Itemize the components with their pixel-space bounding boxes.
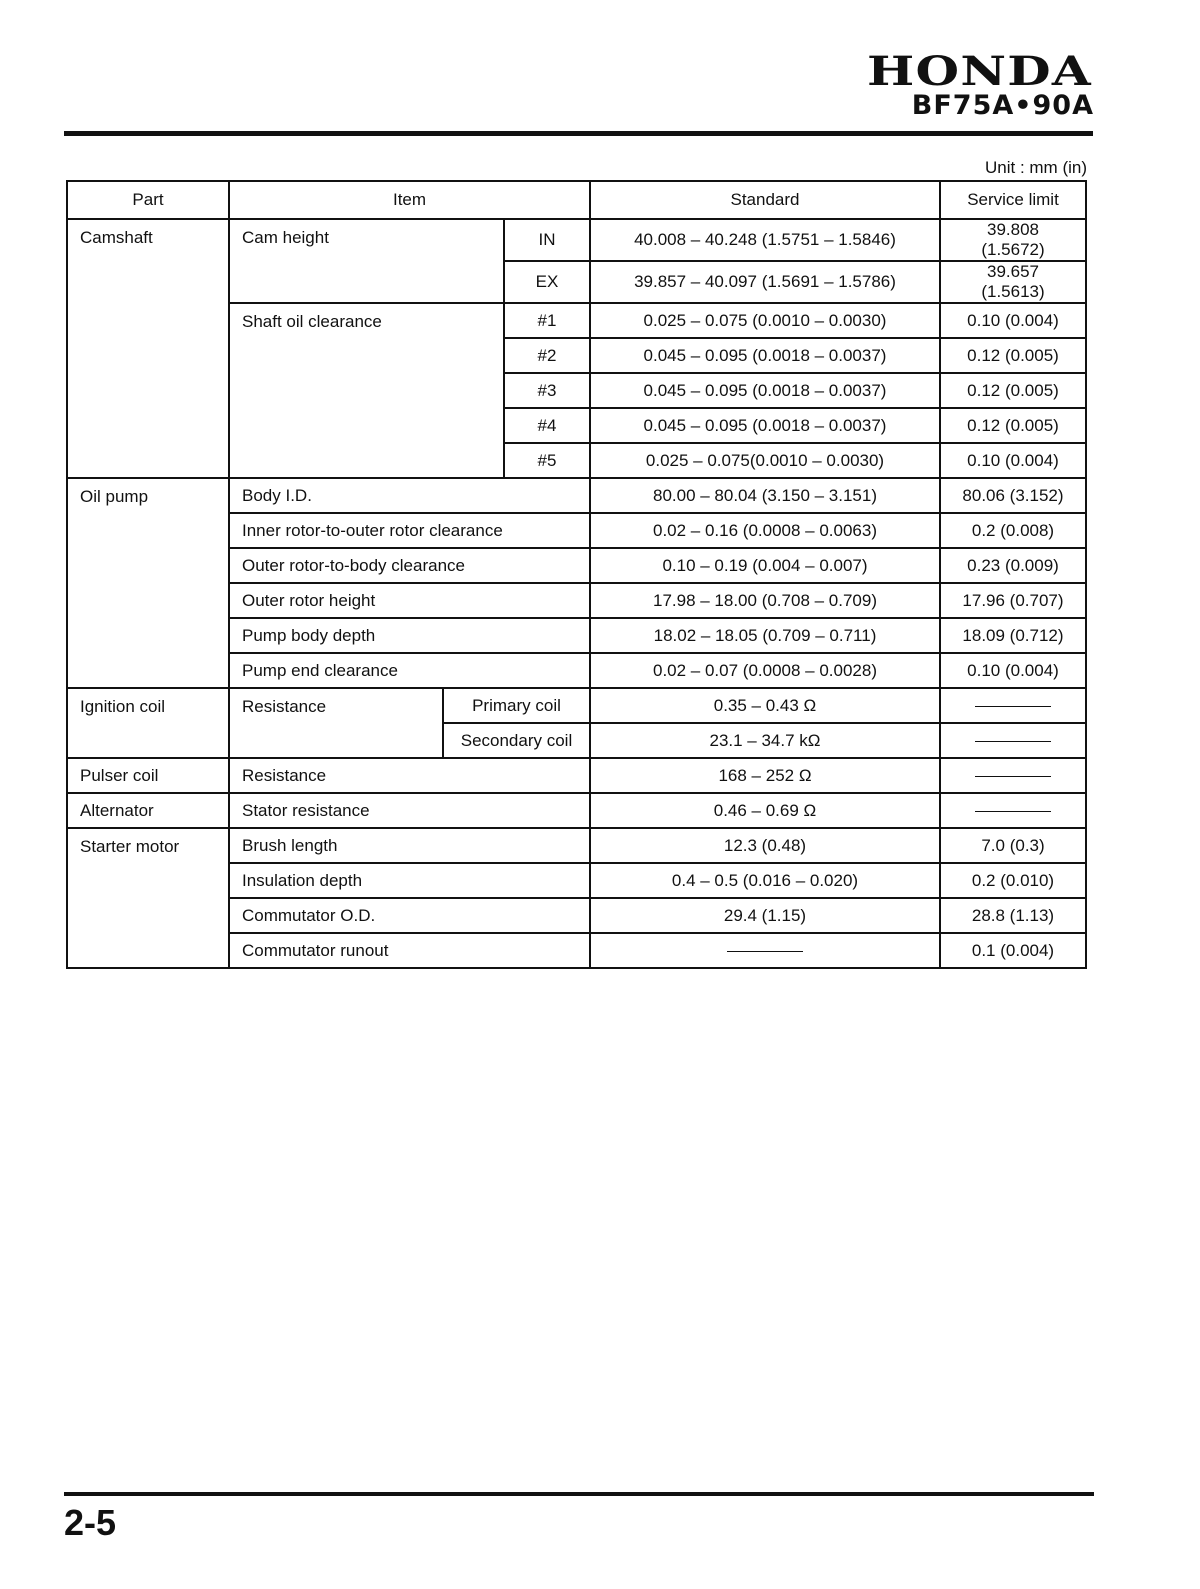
limit-value: 39.808 (1.5672)	[940, 219, 1086, 261]
table-row	[67, 688, 1086, 723]
standard-value: 0.10 – 0.19 (0.004 – 0.007)	[590, 548, 940, 583]
item-label: Resistance	[229, 758, 590, 793]
standard-value: 40.008 – 40.248 (1.5751 – 1.5846)	[590, 219, 940, 261]
sub-item: Secondary coil	[443, 723, 590, 758]
header-item: Item	[229, 181, 590, 219]
item-label: Outer rotor height	[229, 583, 590, 618]
standard-none	[590, 933, 940, 968]
limit-value: 0.10 (0.004)	[940, 303, 1086, 338]
standard-value: 18.02 – 18.05 (0.709 – 0.711)	[590, 618, 940, 653]
item-label: Stator resistance	[229, 793, 590, 828]
sub-item: IN	[504, 219, 590, 261]
limit-value: 0.12 (0.005)	[940, 338, 1086, 373]
sub-item: #1	[504, 303, 590, 338]
page-number: 2-5	[64, 1502, 117, 1543]
item-shaft-oil-clearance: Shaft oil clearance	[229, 303, 504, 478]
dash-mark	[975, 811, 1051, 812]
standard-value: 39.857 – 40.097 (1.5691 – 1.5786)	[590, 261, 940, 303]
limit-none	[940, 758, 1086, 793]
standard-value: 0.025 – 0.075(0.0010 – 0.0030)	[590, 443, 940, 478]
limit-value: 39.657 (1.5613)	[940, 261, 1086, 303]
bottom-divider	[64, 1492, 1094, 1496]
limit-value: 80.06 (3.152)	[940, 478, 1086, 513]
standard-value: 0.35 – 0.43 Ω	[590, 688, 940, 723]
part-alternator: Alternator	[67, 793, 229, 828]
dash-mark	[975, 776, 1051, 777]
sub-item: Primary coil	[443, 688, 590, 723]
item-label: Pump end clearance	[229, 653, 590, 688]
item-label: Commutator O.D.	[229, 898, 590, 933]
standard-value: 0.02 – 0.16 (0.0008 – 0.0063)	[590, 513, 940, 548]
limit-none	[940, 688, 1086, 723]
dash-mark	[975, 741, 1051, 742]
table-header-row	[67, 181, 1086, 219]
item-label: Insulation depth	[229, 863, 590, 898]
item-label: Body I.D.	[229, 478, 590, 513]
limit-value: 0.1 (0.004)	[940, 933, 1086, 968]
limit-value: 0.2 (0.008)	[940, 513, 1086, 548]
standard-value: 0.02 – 0.07 (0.0008 – 0.0028)	[590, 653, 940, 688]
part-camshaft: Camshaft	[67, 219, 229, 478]
top-divider	[64, 131, 1093, 136]
part-ignition-coil: Ignition coil	[67, 688, 229, 758]
item-label: Commutator runout	[229, 933, 590, 968]
standard-value: 0.025 – 0.075 (0.0010 – 0.0030)	[590, 303, 940, 338]
limit-value: 7.0 (0.3)	[940, 828, 1086, 863]
sub-item: #5	[504, 443, 590, 478]
standard-value: 0.045 – 0.095 (0.0018 – 0.0037)	[590, 338, 940, 373]
dash-mark	[975, 706, 1051, 707]
sub-item: EX	[504, 261, 590, 303]
limit-value: 18.09 (0.712)	[940, 618, 1086, 653]
model-title: BF75A•90A	[911, 90, 1094, 121]
item-label: Outer rotor-to-body clearance	[229, 548, 590, 583]
sub-item: #2	[504, 338, 590, 373]
limit-value: 28.8 (1.13)	[940, 898, 1086, 933]
item-label: Inner rotor-to-outer rotor clearance	[229, 513, 590, 548]
limit-value: 0.10 (0.004)	[940, 653, 1086, 688]
table-row	[67, 758, 1086, 793]
limit-value: 0.10 (0.004)	[940, 443, 1086, 478]
brand-logo: HONDA	[867, 48, 1092, 95]
standard-value: 17.98 – 18.00 (0.708 – 0.709)	[590, 583, 940, 618]
table-row	[67, 478, 1086, 513]
standard-value: 12.3 (0.48)	[590, 828, 940, 863]
item-cam-height: Cam height	[229, 219, 504, 303]
item-label: Pump body depth	[229, 618, 590, 653]
item-resistance: Resistance	[229, 688, 443, 758]
standard-value: 0.045 – 0.095 (0.0018 – 0.0037)	[590, 408, 940, 443]
standard-value: 29.4 (1.15)	[590, 898, 940, 933]
limit-none	[940, 793, 1086, 828]
table-row	[67, 828, 1086, 863]
standard-value: 0.46 – 0.69 Ω	[590, 793, 940, 828]
limit-none	[940, 723, 1086, 758]
limit-value: 0.2 (0.010)	[940, 863, 1086, 898]
specification-table	[66, 180, 1087, 969]
limit-value: 0.12 (0.005)	[940, 408, 1086, 443]
limit-value: 0.23 (0.009)	[940, 548, 1086, 583]
sub-item: #3	[504, 373, 590, 408]
header-standard: Standard	[590, 181, 940, 219]
standard-value: 168 – 252 Ω	[590, 758, 940, 793]
limit-value: 0.12 (0.005)	[940, 373, 1086, 408]
standard-value: 23.1 – 34.7 kΩ	[590, 723, 940, 758]
table-row	[67, 219, 1086, 261]
header-part: Part	[67, 181, 229, 219]
part-pulser-coil: Pulser coil	[67, 758, 229, 793]
standard-value: 0.4 – 0.5 (0.016 – 0.020)	[590, 863, 940, 898]
part-oil-pump: Oil pump	[67, 478, 229, 688]
part-starter-motor: Starter motor	[67, 828, 229, 968]
item-label: Brush length	[229, 828, 590, 863]
standard-value: 80.00 – 80.04 (3.150 – 3.151)	[590, 478, 940, 513]
table-row	[67, 793, 1086, 828]
standard-value: 0.045 – 0.095 (0.0018 – 0.0037)	[590, 373, 940, 408]
unit-note: Unit : mm (in)	[985, 158, 1087, 177]
dash-mark	[727, 951, 803, 952]
sub-item: #4	[504, 408, 590, 443]
limit-value: 17.96 (0.707)	[940, 583, 1086, 618]
header-service-limit: Service limit	[940, 181, 1086, 219]
